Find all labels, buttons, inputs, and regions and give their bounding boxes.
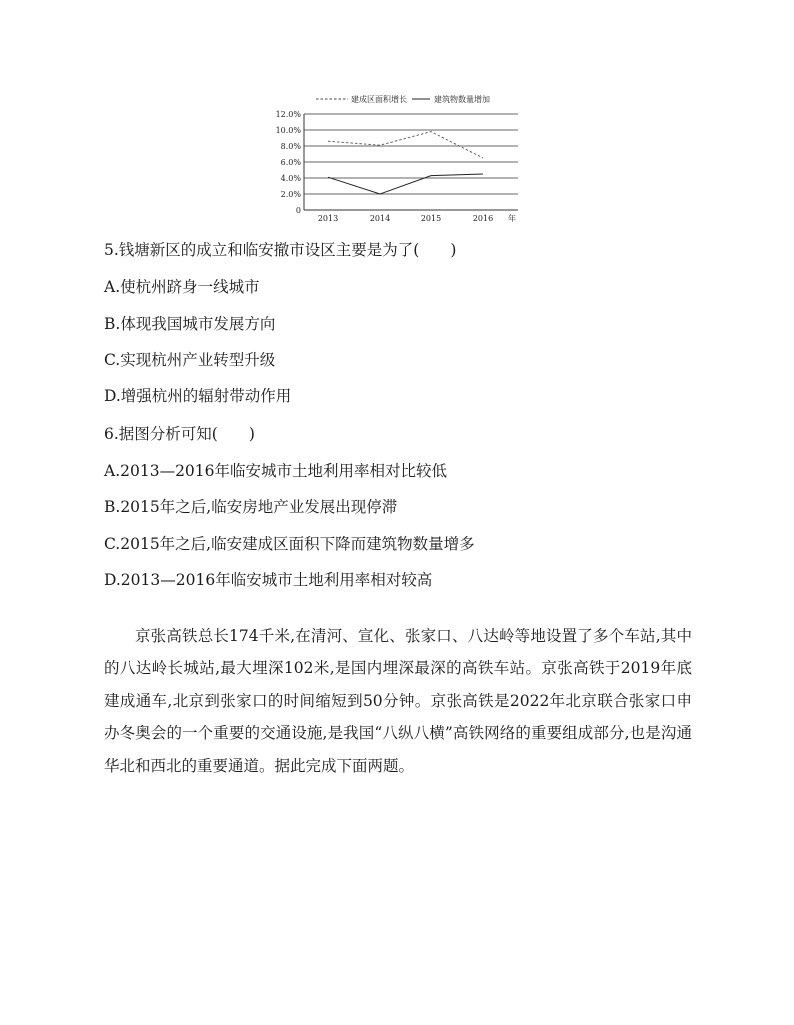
question-5-option-b: B.体现我国城市发展方向 (104, 315, 276, 333)
legend-label-built-area: 建成区面积增长 (351, 95, 407, 104)
x-tick-label: 2016 (472, 214, 494, 223)
question-6-option-d: D.2013—2016年临安城市土地利用率相对较高 (104, 571, 433, 589)
y-tick-label: 4.0% (280, 174, 301, 183)
y-tick-label: 12.0% (275, 110, 301, 119)
series-line-built-area (328, 132, 483, 158)
chart-svg (268, 88, 530, 228)
legend-label-buildings: 建筑物数量增加 (434, 95, 490, 104)
x-axis-unit-label: 年 (508, 214, 516, 223)
question-6-stem: 6.据图分析可知( ) (104, 425, 255, 443)
question-6-option-b: B.2015年之后,临安房地产业发展出现停滞 (104, 498, 398, 516)
x-tick-label: 2014 (369, 214, 391, 223)
y-tick-label: 8.0% (280, 142, 301, 151)
question-5-option-c: C.实现杭州产业转型升级 (104, 351, 276, 369)
x-tick-label: 2015 (420, 214, 442, 223)
question-6-option-c: C.2015年之后,临安建成区面积下降而建筑物数量增多 (104, 535, 475, 553)
reading-passage: 京张高铁总长174千米,在清河、宣化、张家口、八达岭等地设置了多个车站,其中的八达岭长城站,最大埋深102米,是国内埋深最深的高铁车站。京张高铁于2019年底建成通车,北京到张家口的时间缩短到50分钟。京张高铁是2022年北京联合张家口申办冬奥会的一个重要的交通设施,是我国“八纵八横”高铁网络的重要组成部分,也是沟通华北和西北的重要通道。据此完成下面两题。 (104, 626, 692, 775)
y-tick-label: 6.0% (280, 158, 301, 167)
series-line-buildings (328, 174, 483, 194)
y-tick-label: 10.0% (275, 126, 301, 135)
question-5-option-d: D.增强杭州的辐射带动作用 (104, 387, 292, 405)
line-chart (268, 88, 530, 228)
y-tick-label: 2.0% (280, 190, 301, 199)
question-6-option-a: A.2013—2016年临安城市土地利用率相对比较低 (104, 462, 448, 480)
x-tick-label: 2013 (317, 214, 339, 223)
question-5-stem: 5.钱塘新区的成立和临安撤市设区主要是为了( ) (104, 241, 457, 259)
y-tick-label: 0 (295, 206, 301, 215)
question-5-option-a: A.使杭州跻身一线城市 (104, 278, 260, 296)
